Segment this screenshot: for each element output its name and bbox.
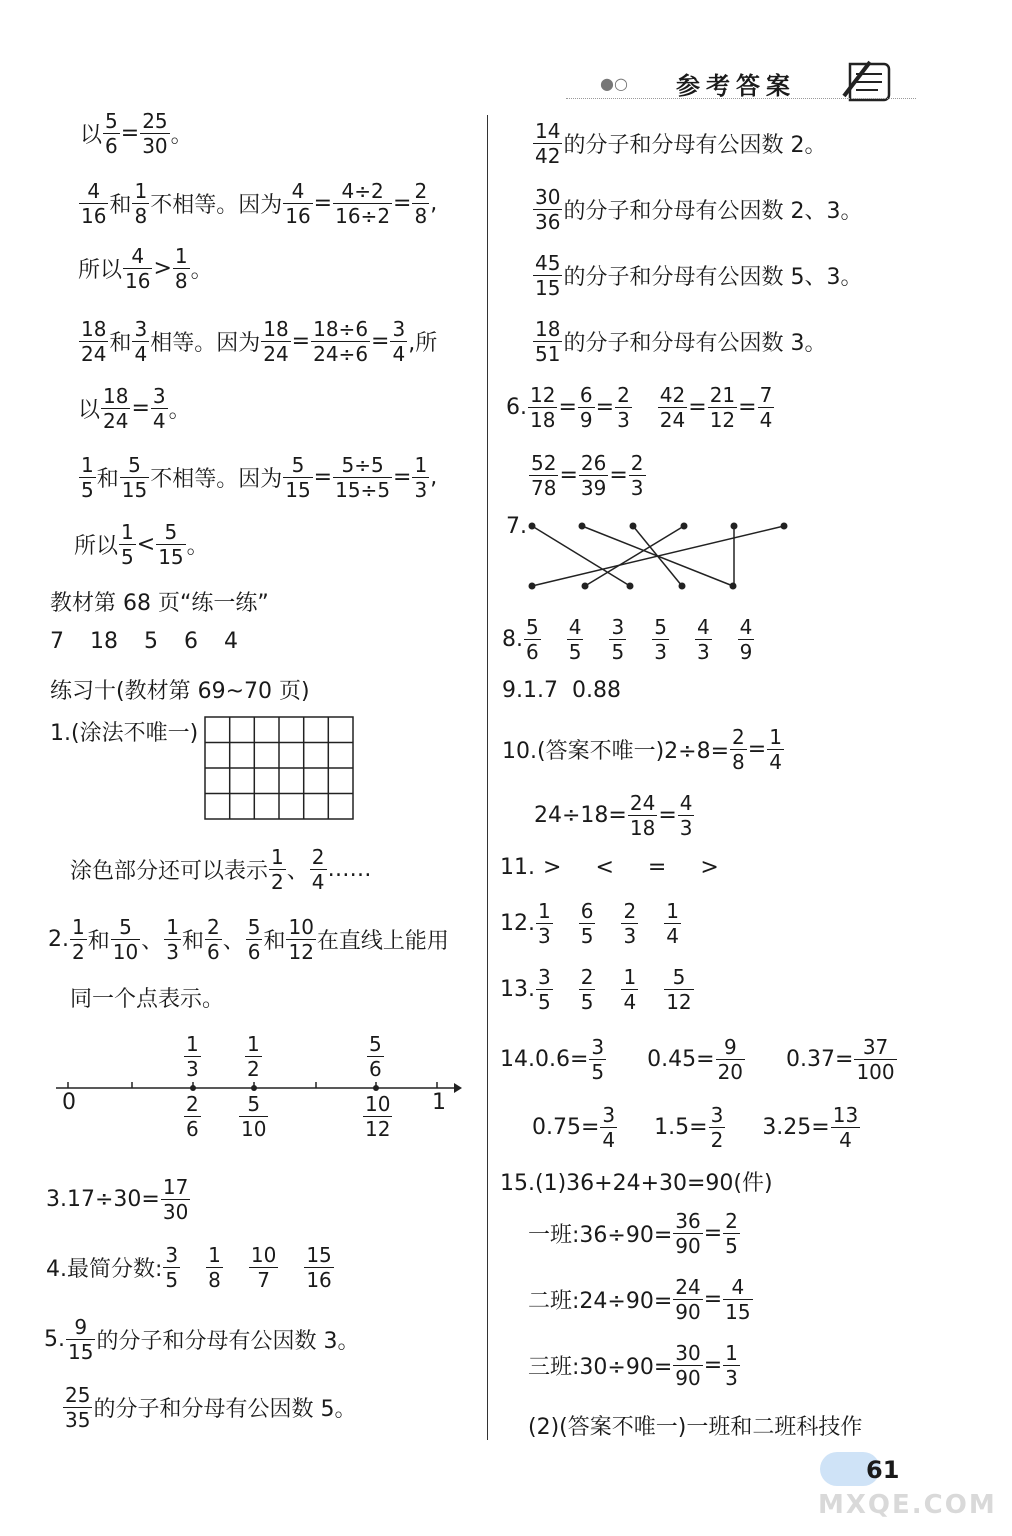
fraction: $\frac{3}{4}$ (392, 316, 406, 366)
fraction: 3 5 (538, 964, 551, 1014)
fraction: $\frac{9}{20}$ (717, 1034, 744, 1084)
fraction: 30 36 (535, 184, 561, 234)
numberline-end: 1 (432, 1090, 446, 1115)
q15-part1: 15.(1)36+24+30=90(件) (500, 1171, 773, 1196)
q1-tail: 涂色部分还可以表示 1 2 、 2 4 …… (70, 844, 372, 894)
q3: 3.17÷30= $\frac{17}{30}$ (46, 1174, 189, 1224)
fraction: 4 3 (696, 614, 710, 664)
q5b: 25 35 的分子和分母有公因数 5。 (65, 1382, 357, 1432)
fraction: $\frac{2}{3}$ (630, 450, 644, 500)
fraction: 4 9 (739, 614, 753, 664)
q14-line2: 0.75= $\frac{3}{4}$ 1.5= $\frac{3}{2}$ 3.25= $\frac{13}{4}$ (532, 1102, 859, 1152)
fraction: $\frac{4}{3}$ (679, 790, 693, 840)
exercise-title: 练习十(教材第 69~70 页) (50, 679, 310, 704)
fraction: 10 7 (250, 1242, 277, 1292)
fraction: 10 12 (288, 914, 314, 964)
line-compare-1-5: 1 5 和 5 15 不相等。因为 $\frac{5}{15}$ = $\frac{5\div 5}{15\div 5}$ = $\frac{1}{3}$ , (81, 452, 438, 502)
q8: 8. 5 6 4 5 3 5 5 3 4 3 4 9 (502, 614, 753, 664)
fraction: 4 16 (125, 243, 151, 293)
r3: 45 15 的分子和分母有公因数 5、3。 (535, 250, 863, 300)
fraction: 3 5 (611, 614, 625, 664)
fraction: $\frac{17}{30}$ (162, 1174, 189, 1224)
line-compare-18-24: 18 24 和 3 4 相等。因为 $\frac{18}{24}$ = $\frac{18\div 6}{24\div 6}$ = $\frac{3}{4}$ ,所 (81, 316, 438, 366)
numberline-below-5-10: $\frac{5}{10}$ (241, 1092, 267, 1141)
fraction: $\frac{36}{90}$ (675, 1208, 701, 1258)
fraction: 1 2 (271, 844, 284, 894)
fraction: 1 3 (538, 898, 551, 948)
fraction: 4 5 (568, 614, 582, 664)
numberline-above-1-2: $\frac{1}{2}$ (247, 1032, 260, 1081)
fraction: $\frac{2}{8}$ (732, 724, 745, 774)
fraction: 5 15 (121, 452, 148, 502)
fraction: $\frac{26}{39}$ (580, 450, 607, 500)
q12: 12. 1 3 6 5 2 3 1 4 (500, 898, 679, 948)
column-divider (487, 115, 488, 1440)
fraction: $\frac{2}{5}$ (725, 1208, 738, 1258)
fraction: $\frac{21}{12}$ (709, 382, 736, 432)
fraction: 18 24 (81, 316, 107, 366)
fraction: $\frac{37}{100}$ (856, 1034, 895, 1084)
fraction: $\frac{24}{18}$ (629, 790, 656, 840)
fraction: $\frac{1}{4}$ (769, 724, 782, 774)
fraction: $\frac{5}{6}$ (105, 108, 118, 158)
fraction: $\frac{24}{90}$ (675, 1274, 701, 1324)
q2-line2: 同一个点表示。 (70, 987, 225, 1012)
fraction: $\frac{30}{90}$ (675, 1340, 701, 1390)
line-compare-4-16-result: 所以 4 16 > 1 8 。 (78, 243, 213, 293)
line-compare-1-5-result: 所以 1 5 < 5 15 。 (74, 519, 209, 569)
fraction: 1 3 (166, 914, 179, 964)
header-dots: ●○ (600, 74, 628, 93)
fraction: $\frac{3}{4}$ (152, 383, 166, 433)
fraction: $\frac{13}{4}$ (832, 1102, 859, 1152)
q11: 11. > < = > (500, 854, 719, 880)
q9: 9.1.7 0.88 (502, 678, 621, 703)
q6-line1: 6. $\frac{12}{18}$ = $\frac{6}{9}$ = $\frac{2}{3}$ $\frac{42}{24}$ = $\frac{21}{12}$ = $\frac{7}{4}$ (506, 382, 773, 432)
fraction: 1 8 (174, 243, 188, 293)
fraction: $\frac{25}{30}$ (142, 108, 168, 158)
numberline-start: 0 (62, 1090, 76, 1115)
fraction: 2 3 (623, 898, 637, 948)
q2-line1: 2. 1 2 和 5 10 、 1 3 和 2 6 、 5 6 和 10 12 在直线上能用 (48, 914, 449, 964)
fraction: 5 6 (247, 914, 261, 964)
fraction: 15 16 (306, 1242, 332, 1292)
page-header-title: 参考答案 (676, 72, 796, 100)
fraction: 1 2 (72, 914, 85, 964)
fraction: 5 12 (666, 964, 692, 1014)
fraction: $\frac{5\div 5}{15\div 5}$ (335, 452, 391, 502)
fraction: 45 15 (535, 250, 561, 300)
answers-68: 7 18 5 6 4 (50, 628, 238, 654)
fraction: 5 6 (526, 614, 539, 664)
shading-grid (204, 716, 356, 822)
fraction: 3 4 (134, 316, 148, 366)
fraction: 4 16 (81, 178, 107, 228)
fraction: 5 10 (112, 914, 139, 964)
fraction: $\frac{4\div 2}{16\div 2}$ (335, 178, 391, 228)
numberline-above-1-3: $\frac{1}{3}$ (186, 1032, 199, 1081)
numberline-above-5-6: $\frac{5}{6}$ (369, 1032, 382, 1081)
line-compare-4-16: 4 16 和 1 8 不相等。因为 $\frac{4}{16}$ = $\frac{4\div 2}{16\div 2}$ = $\frac{2}{8}$ , (81, 178, 438, 228)
fraction: 5 3 (654, 614, 667, 664)
q15-class2: 二班:24÷90= $\frac{24}{90}$ = $\frac{4}{15}$ (528, 1274, 751, 1324)
q14-line1: 14.0.6= $\frac{3}{5}$ 0.45= $\frac{9}{20}$ 0.37= $\frac{37}{100}$ (500, 1034, 895, 1084)
fraction: 1 8 (208, 1242, 221, 1292)
header-rule (566, 98, 916, 99)
fraction: 9 15 (68, 1314, 94, 1364)
fraction: $\frac{12}{18}$ (530, 382, 556, 432)
fraction: 2 5 (580, 964, 594, 1014)
fraction: 2 6 (206, 914, 220, 964)
q1-label: 1.(涂法不唯一) (50, 721, 199, 746)
fraction: $\frac{1}{3}$ (725, 1340, 738, 1390)
q15-class1: 一班:36÷90= $\frac{36}{90}$ = $\frac{2}{5}$ (528, 1208, 738, 1258)
r2: 30 36 的分子和分母有公因数 2、3。 (535, 184, 863, 234)
q7-matching-lines (520, 516, 800, 592)
q10-line2: 24÷18= $\frac{24}{18}$ = $\frac{4}{3}$ (534, 790, 693, 840)
numberline-below-2-6: $\frac{2}{6}$ (186, 1092, 199, 1141)
fraction: $\frac{4}{15}$ (725, 1274, 751, 1324)
fraction: $\frac{3}{5}$ (591, 1034, 605, 1084)
fraction: 14 42 (535, 118, 561, 168)
textbook-68-heading: 教材第 68 页“练一练” (50, 591, 269, 616)
fraction: $\frac{2}{8}$ (414, 178, 428, 228)
fraction: $\frac{4}{16}$ (285, 178, 311, 228)
line-cont1: 以 $\frac{5}{6}$ = $\frac{25}{30}$ 。 (80, 108, 193, 158)
fraction: $\frac{52}{78}$ (531, 450, 557, 500)
fraction: 1 5 (121, 519, 134, 569)
q6-line2: $\frac{52}{78}$ = $\frac{26}{39}$ = $\frac{2}{3}$ (531, 450, 644, 500)
fraction: 25 35 (65, 1382, 91, 1432)
fraction: $\frac{18}{24}$ (263, 316, 289, 366)
fraction: 18 51 (535, 316, 561, 366)
q7-label: 7. (506, 514, 527, 539)
fraction: 2 4 (311, 844, 325, 894)
r4: 18 51 的分子和分母有公因数 3。 (535, 316, 827, 366)
q4: 4.最简分数: 3 5 1 8 10 7 15 16 (46, 1242, 332, 1292)
fraction: $\frac{42}{24}$ (659, 382, 686, 432)
r1: 14 42 的分子和分母有公因数 2。 (535, 118, 827, 168)
fraction: $\frac{1}{3}$ (414, 452, 428, 502)
q15-part2: (2)(答案不唯一)一班和二班科技作 (528, 1415, 863, 1440)
fraction: $\frac{3}{4}$ (602, 1102, 616, 1152)
fraction: $\frac{3}{2}$ (710, 1102, 724, 1152)
numberline-below-10-12: $\frac{10}{12}$ (365, 1092, 391, 1141)
fraction: 3 5 (165, 1242, 179, 1292)
fraction: 1 4 (666, 898, 679, 948)
q10-line1: 10.(答案不唯一)2÷8= $\frac{2}{8}$ = $\frac{1}{4}$ (502, 724, 782, 774)
fraction: 6 5 (580, 898, 594, 948)
fraction: 1 8 (134, 178, 148, 228)
page-number: 61 (866, 1456, 900, 1484)
fraction: 1 4 (623, 964, 637, 1014)
fraction: $\frac{6}{9}$ (579, 382, 593, 432)
q13: 13. 3 5 2 5 1 4 5 12 (500, 964, 692, 1014)
q5: 5. 9 15 的分子和分母有公因数 3。 (44, 1314, 360, 1364)
line-compare-18-24-result: 以 $\frac{18}{24}$ = $\frac{3}{4}$ 。 (78, 383, 191, 433)
fraction: $\frac{2}{3}$ (617, 382, 630, 432)
q15-class3: 三班:30÷90= $\frac{30}{90}$ = $\frac{1}{3}$ (528, 1340, 738, 1390)
fraction: $\frac{18\div 6}{24\div 6}$ (313, 316, 369, 366)
watermark: MXQE.COM (818, 1490, 997, 1520)
fraction: 1 5 (81, 452, 94, 502)
fraction: $\frac{5}{15}$ (285, 452, 311, 502)
fraction: 5 15 (158, 519, 184, 569)
fraction: $\frac{18}{24}$ (103, 383, 129, 433)
fraction: $\frac{7}{4}$ (759, 382, 773, 432)
